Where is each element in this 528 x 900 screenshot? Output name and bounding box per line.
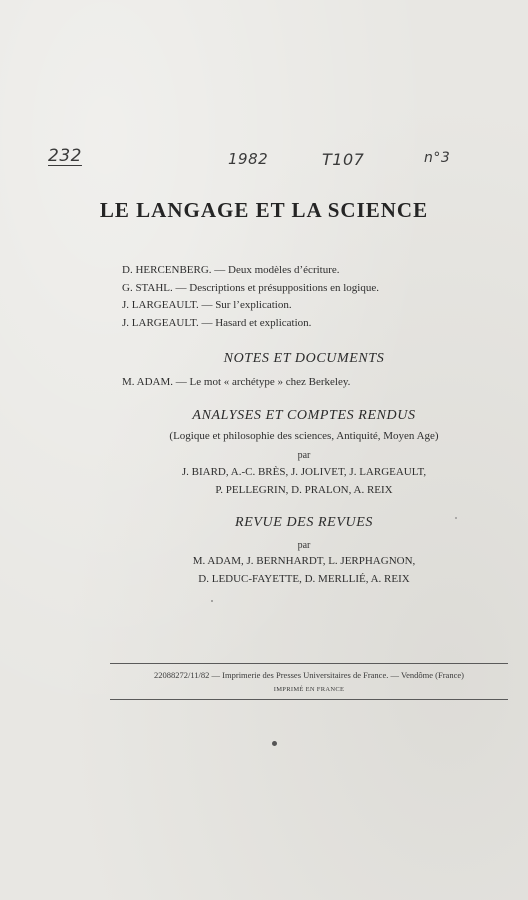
- footer-rule: [110, 663, 508, 664]
- handwritten-issue: n°3: [424, 150, 451, 166]
- revue-par: par: [297, 540, 311, 551]
- ink-speck: [455, 517, 457, 519]
- handwritten-year: 1982: [228, 150, 269, 168]
- notes-heading: NOTES ET DOCUMENTS: [223, 351, 385, 366]
- analyses-heading: ANALYSES ET COMPTES RENDUS: [192, 408, 416, 423]
- revue-heading: REVUE DES REVUES: [235, 515, 373, 530]
- footer-printed: IMPRIMÉ EN FRANCE: [273, 686, 345, 693]
- analyses-authors-line2: P. PELLEGRIN, D. PRALON, A. REIX: [215, 484, 393, 496]
- revue-authors-line1: M. ADAM, J. BERNHARDT, L. JERPHAGNON,: [192, 555, 416, 567]
- ink-speck: [272, 741, 277, 746]
- article-entry: G. STAHL. — Descriptions et présuppositions en logique.: [122, 281, 379, 294]
- analyses-authors-line1: J. BIARD, A.-C. BRÈS, J. JOLIVET, J. LARGEAULT,: [181, 466, 427, 478]
- analyses-par: par: [297, 450, 311, 461]
- revue-authors-line2: D. LEDUC-FAYETTE, D. MERLLIÉ, A. REIX: [198, 573, 410, 585]
- article-entry: D. HERCENBERG. — Deux modèles d’écriture.: [122, 264, 340, 276]
- article-entry: J. LARGEAULT. — Sur l’explication.: [122, 299, 292, 311]
- footer-rule: [110, 699, 508, 700]
- table-of-contents: [122, 262, 379, 332]
- article-entry: J. LARGEAULT. — Hasard et explication.: [122, 316, 312, 329]
- page-title: LE LANGAGE ET LA SCIENCE: [99, 198, 429, 222]
- handwritten-volume: T107: [322, 150, 365, 169]
- analyses-subheading: (Logique et philosophie des sciences, Antiquité, Moyen Age): [169, 430, 439, 442]
- handwritten-number: 232: [48, 146, 82, 166]
- ink-speck: [211, 600, 213, 602]
- footer-imprint: 22088272/11/82 — Imprimerie des Presses Universitaires de France. — Vendôme (France): [154, 670, 464, 680]
- notes-item: M. ADAM. — Le mot « archétype » chez Berkeley.: [122, 376, 351, 388]
